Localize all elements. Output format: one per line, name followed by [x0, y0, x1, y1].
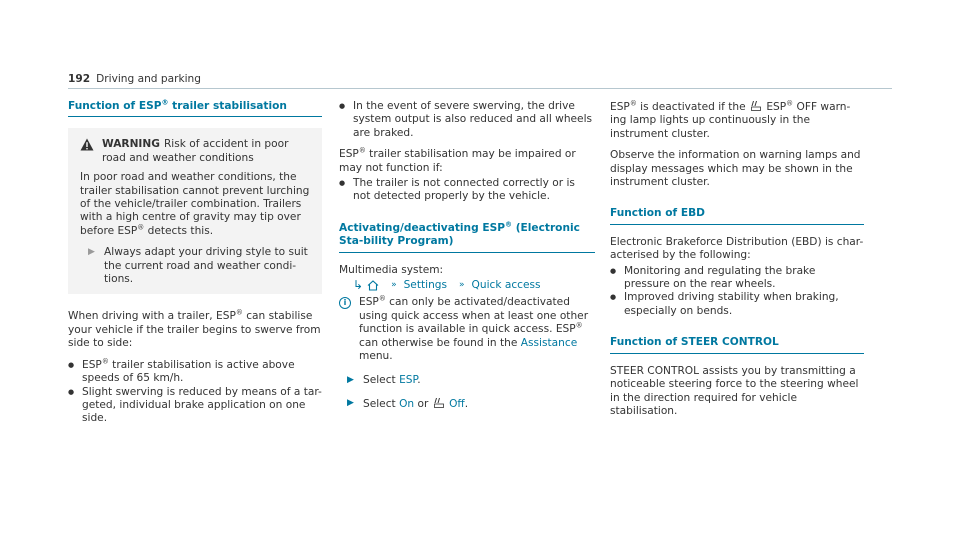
info-note: i ESP® can only be activated/deactivated using quick access when at least one other function is available in quick access. ESP® can otherwise be found in the Assistance menu. — [339, 296, 595, 363]
heading-activate-esp: Activating/deactivating ESP® (Electronic Sta-bility Program) — [339, 222, 595, 253]
nav-path — [339, 279, 595, 292]
esp-off-icon — [434, 397, 444, 408]
impaired-paragraph: ESP® trailer stabilisation may be impaired or may not function if: — [339, 146, 576, 174]
column-1 — [68, 100, 322, 434]
step-select-esp: ▶ Select ESP. — [347, 373, 421, 386]
trailer-paragraph: When driving with a trailer, ESP® can stabilise your vehicle if the trailer begins to swerve from side to side: — [68, 308, 321, 350]
warning-box — [68, 128, 322, 294]
multimedia-label: Multimedia system: — [339, 263, 444, 276]
section-title: Driving and parking — [96, 73, 201, 85]
nav-settings[interactable]: Settings — [403, 279, 448, 292]
list-item: ● Slight swerving is reduced by means of a tar-geted, individual brake application on one side. — [68, 386, 322, 426]
list-item: ● In the event of severe swerving, the drive system output is also reduced and all wheels are braked. — [339, 100, 595, 140]
action-arrow-icon: ▶ — [88, 247, 95, 258]
heading-ebd: Function of EBD — [610, 207, 864, 224]
step-select-on-off: ▶ Select On or Off. — [347, 397, 469, 410]
nav-arrow-icon: ↳ — [353, 278, 364, 293]
page-number: 192 — [68, 73, 91, 85]
warning-header — [80, 138, 312, 165]
info-icon: i — [339, 297, 351, 309]
step-arrow-icon: ▶ — [347, 397, 354, 408]
list-item: ● Improved driving stability when braking, especially on bends. — [610, 291, 864, 318]
list-item: ● The trailer is not connected correctly or is not detected properly by the vehicle. — [339, 177, 595, 204]
home-icon — [367, 280, 379, 291]
list-item: ● ESP® trailer stabilisation is active above speeds of 65 km/h. — [68, 359, 322, 386]
warning-triangle-icon — [80, 138, 94, 151]
ebd-paragraph: Electronic Brakeforce Distribution (EBD) is char-acterised by the following: — [610, 235, 864, 262]
heading-steer-control: Function of STEER CONTROL — [610, 336, 864, 353]
column-3 — [610, 100, 864, 426]
warning-title: WARNING — [102, 138, 160, 151]
esp-off-icon — [751, 100, 761, 111]
assistance-link[interactable]: Assistance — [520, 336, 578, 349]
warning-action: ▶ Always adapt your driving style to suit the current road and weather condi-tions. — [88, 246, 308, 286]
swerve-bullets — [339, 100, 595, 140]
list-item: ● Monitoring and regulating the brake pressure on the rear wheels. — [610, 265, 864, 292]
off-option[interactable]: Off — [449, 397, 465, 410]
ebd-bullets — [610, 265, 864, 319]
trailer-bullets — [68, 359, 322, 426]
page-header — [68, 73, 201, 86]
esp-deactivated-paragraph: ESP® is deactivated if the ESP® OFF warn-ing lamp lights up continuously in the instrument cluster. — [610, 99, 851, 140]
on-option[interactable]: On — [399, 397, 415, 410]
chevron-double-icon: » — [459, 280, 465, 291]
warning-body: In poor road and weather conditions, the trailer stabilisation cannot prevent lurching of the vehicle/trailer combination. Trailers with a high centre of gravity may tip over before ESP® detects this. — [80, 171, 310, 237]
step-arrow-icon: ▶ — [347, 374, 354, 385]
impaired-bullets — [339, 177, 595, 204]
esp-option[interactable]: ESP — [399, 373, 418, 386]
steer-paragraph: STEER CONTROL assists you by transmitting a noticeable steering force to the steering wheel in the direction required for vehicle stabilisation. — [610, 364, 859, 417]
warning-summary: Risk of accident in poor road and weather conditions — [102, 138, 289, 164]
observe-paragraph: Observe the information on warning lamps and display messages which may be shown in the instrument cluster. — [610, 149, 861, 189]
header-rule — [68, 88, 892, 89]
nav-quick-access[interactable]: Quick access — [471, 279, 541, 292]
heading-esp-trailer: Function of ESP® trailer stabilisation — [68, 100, 322, 117]
chevron-double-icon: » — [391, 280, 397, 291]
column-2 — [339, 100, 595, 421]
